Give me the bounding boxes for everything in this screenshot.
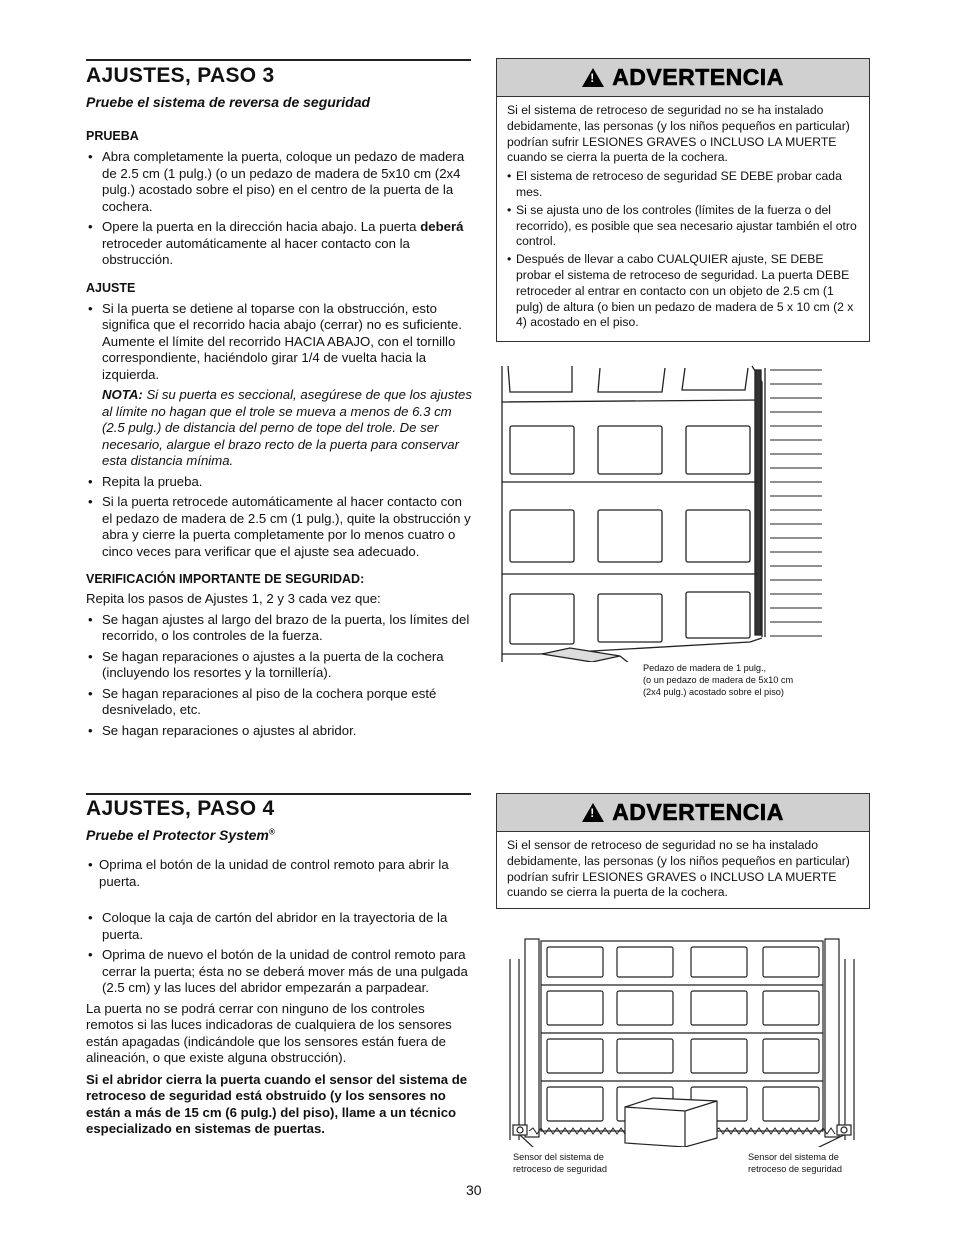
- nota: [86, 387, 472, 470]
- list-item: • Se hagan reparaciones al piso de la cochera porque esté desnivelado, etc.: [86, 686, 472, 719]
- step4-subtitle: [86, 827, 472, 843]
- step4-section: [86, 797, 472, 1138]
- warning-body: [497, 97, 869, 331]
- ajuste-label: AJUSTE: [86, 280, 136, 295]
- caption-line: (o un pedazo de madera de 5x10 cm: [643, 675, 794, 685]
- prueba-item-2b: retroceder automáticamente al hacer contacto con la obstrucción.: [102, 235, 410, 267]
- list-item: • Si la puerta se detiene al toparse con la obstrucción, esto significa que el recorrido hacia abajo (cerrar) no es suficiente. Aumente el límite del recorrido HACIA ABAJO, con el tornillo correspondiente, haciéndolo girar 1/4 de vuelta hacia la izquierda.: [86, 301, 472, 384]
- verificacion-label: VERIFICACIÓN IMPORTANTE DE SEGURIDAD:: [86, 572, 365, 586]
- caption-line: Sensor del sistema de: [513, 1152, 604, 1162]
- list-item: • Oprima de nuevo el botón de la unidad de control remoto para cerrar la puerta; ésta no se deberá mover más de una pulgada (2.5 cm) y las luces del abridor empezarán a parpadear.: [86, 947, 472, 997]
- caption-line: retroceso de seguridad: [748, 1164, 842, 1174]
- list-item: [86, 219, 472, 269]
- list-item: • Repita la prueba.: [86, 474, 472, 491]
- warning-triangle-icon: !: [582, 803, 604, 822]
- step3-title: AJUSTES, PASO 3: [86, 64, 275, 87]
- step3-top-rule: [86, 59, 471, 61]
- list-item: • Se hagan reparaciones o ajustes al abridor.: [86, 723, 472, 740]
- prueba-item-2-bold: deberá: [420, 219, 464, 234]
- list-item: • El sistema de retroceso de seguridad SE DEBE probar cada mes.: [507, 169, 859, 201]
- step4-paragraph: La puerta no se podrá cerrar con ninguno de los controles remotos si las luces indicadoras de cualquiera de los sensores están apagadas (indicándole que los sensores están fuera de alineación, o que existe alguna obstrucción).: [86, 1000, 452, 1065]
- registered-mark: ®: [268, 827, 275, 837]
- nota-label: NOTA:: [102, 387, 143, 402]
- warning-intro: Si el sensor de retroceso de seguridad no se ha instalado debidamente, las personas (y los niños pequeños en particular) podrían sufrir LESIONES GRAVES o INCLUSO LA MUERTE cuando se cierra la puerta de la cochera.: [507, 838, 850, 900]
- step4-bold-paragraph: Si el abridor cierra la puerta cuando el sensor del sistema de retroceso de seguridad está obstruido (y los sensores no están a más de 15 cm (6 pulg.) del piso), llame a un técnico especializado en sistemas de puertas.: [86, 1071, 468, 1136]
- warning-header: [497, 794, 869, 832]
- ajuste-list-2: [86, 474, 472, 561]
- warning-title: ADVERTENCIA: [612, 64, 784, 90]
- step3-subtitle: Pruebe el sistema de reversa de seguridad: [86, 94, 371, 110]
- caption-line: retroceso de seguridad: [513, 1164, 607, 1174]
- step4-list-a: [86, 857, 472, 890]
- warning-box-2: [496, 793, 870, 909]
- caption-line: Pedazo de madera de 1 pulg.,: [643, 663, 767, 673]
- list-item: • Coloque la caja de cartón del abridor en la trayectoria de la puerta.: [86, 910, 472, 943]
- list-item: • Oprima el botón de la unidad de control remoto para abrir la puerta.: [86, 857, 472, 890]
- garage-door-wood-figure: [500, 362, 830, 662]
- garage-door-sensor-figure: [505, 935, 860, 1147]
- step4-list-b: [86, 910, 472, 997]
- list-item: • Si se ajusta uno de los controles (límites de la fuerza o del recorrido), es posible que sea necesario ajustar también el otro control.: [507, 203, 859, 250]
- prueba-item-2a: Opere la puerta en la dirección hacia abajo. La puerta: [102, 219, 417, 234]
- warning-box-1: [496, 58, 870, 342]
- nota-text: Si su puerta es seccional, asegúrese de que los ajustes al límite no hagan que el trole se mueva a menos de 6.3 cm (2.5 pulg.) de distancia del perno de tope del trole. De ser necesario, alargue el brazo recto de la puerta para conservar esta distancia mínima.: [102, 387, 472, 468]
- list-item: • Se hagan ajustes al largo del brazo de la puerta, los límites del recorrido, o los controles de la fuerza.: [86, 612, 472, 645]
- page-number: 30: [466, 1182, 482, 1198]
- ajuste-list: [86, 301, 472, 384]
- figure2-caption-right: [748, 1151, 842, 1175]
- caption-line: (2x4 pulg.) acostado sobre el piso): [643, 687, 784, 697]
- warning-intro: Si el sistema de retroceso de seguridad no se ha instalado debidamente, las personas (y los niños pequeños en particular) podrían sufrir LESIONES GRAVES o INCLUSO LA MUERTE cuando se cierra la puerta de la cochera.: [507, 103, 850, 165]
- list-item: • Si la puerta retrocede automáticamente al hacer contacto con el pedazo de madera de 2.5 cm (1 pulg.), quite la obstrucción y abra y cierre la puerta completamente por lo menos cuatro o cinco veces para verificar que el ajuste sea adecuado.: [86, 494, 472, 560]
- list-item: • Después de llevar a cabo CUALQUIER ajuste, SE DEBE probar el sistema de retroceso de seguridad. La puerta DEBE retroceder al entrar en contacto con un objeto de 2.5 cm (1 pulg) de altura (o bien un pedazo de madera de 5 x 10 cm (2 x 4) acostado en el piso.: [507, 252, 859, 331]
- figure1-caption: [643, 662, 793, 698]
- step4-subtitle-text: Pruebe el Protector System: [86, 827, 269, 843]
- warning-title: ADVERTENCIA: [612, 799, 784, 825]
- warning-triangle-icon: !: [582, 68, 604, 87]
- warning-header: [497, 59, 869, 97]
- prueba-label: PRUEBA: [86, 129, 139, 143]
- verificacion-list: [86, 612, 472, 740]
- prueba-list: [86, 149, 472, 269]
- caption-line: Sensor del sistema de: [748, 1152, 839, 1162]
- list-item: • Abra completamente la puerta, coloque un pedazo de madera de 2.5 cm (1 pulg.) (o un pedazo de madera de 5x10 cm (2x4 pulg.) acostado sobre el piso) en el centro de la puerta de la cochera.: [86, 149, 472, 215]
- warning-body: [497, 832, 869, 901]
- verificacion-intro: Repita los pasos de Ajustes 1, 2 y 3 cada vez que:: [86, 591, 381, 606]
- warning-list: [507, 169, 859, 331]
- step4-title: AJUSTES, PASO 4: [86, 797, 275, 820]
- list-item: • Se hagan reparaciones o ajustes a la puerta de la cochera (incluyendo los resortes y la tornillería).: [86, 649, 472, 682]
- step3-section: [86, 64, 472, 739]
- step4-top-rule: [86, 793, 471, 795]
- figure2-caption-left: [513, 1151, 607, 1175]
